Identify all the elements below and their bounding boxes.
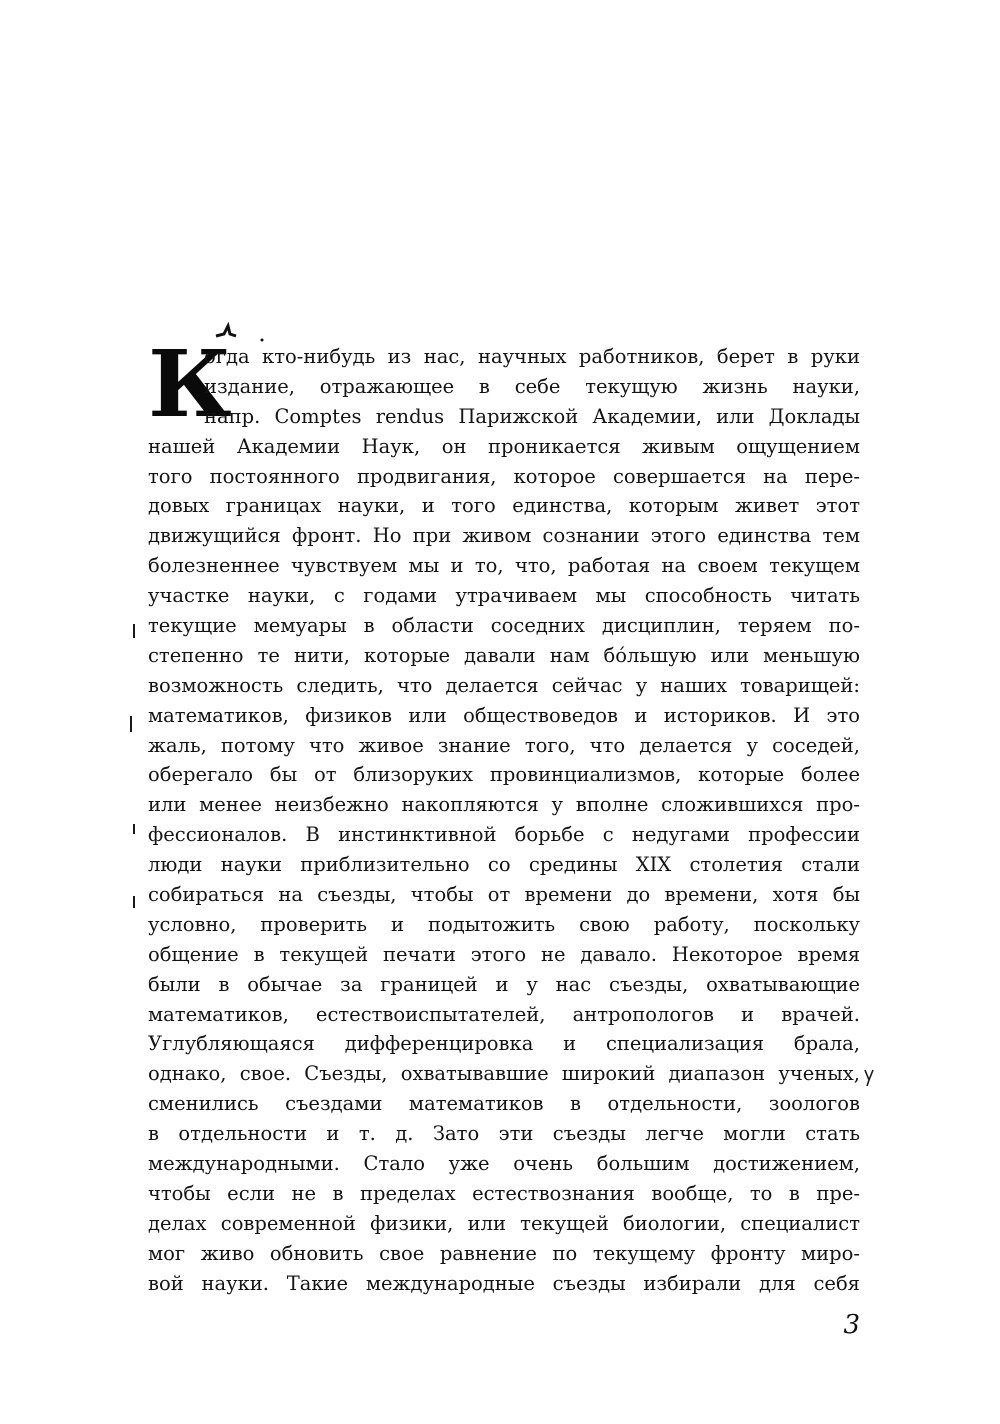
margin-mark (133, 896, 135, 908)
text-line: степенно те нити, которые давали нам бо́льшую или меньшую (148, 643, 860, 667)
text-line: математиков, физиков или обществоведов и историков. И это (148, 703, 860, 727)
text-line: огда кто-нибудь из нас, научных работников, берет в руки (204, 345, 860, 368)
text-line: однако, свое. Съезды, охватывавшие широкий диапазон ученых, (148, 1062, 860, 1086)
text-line: оберегало бы от близоруких провинциализмов, которые более (148, 763, 860, 787)
text-line: или менее неизбежно накопляются у вполне сложившихся про- (148, 793, 860, 817)
text-line: Углубляющаяся дифференцировка и специализация брала, (148, 1032, 860, 1056)
text-line: вой науки. Такие международные съезды избирали для себя (148, 1271, 860, 1295)
text-line: общение в текущей печати этого не давало. Некоторое время (148, 942, 860, 966)
text-line: нашей Академии Наук, он проникается живым ощущением (148, 434, 860, 458)
text-line: фессионалов. В инстинктивной борьбе с недугами профессии (148, 823, 860, 847)
text-line: издание, отражающее в себе текущую жизнь науки, (204, 374, 860, 398)
text-line: напр. Comptes rendus Парижской Академии, или Доклады (204, 404, 860, 428)
text-line: чтобы если не в пределах естествознания вообще, то в пре- (148, 1181, 860, 1205)
text-line: текущие мемуары в области соседних дисциплин, теряем по- (148, 614, 860, 638)
text-line: возможность следить, что делается сейчас у наших товарищей: (148, 673, 860, 697)
text-line: в отдельности и т. д. Зато эти съезды легче могли стать (148, 1122, 860, 1146)
text-line: довых границах науки, и того единства, которым живет этот (148, 494, 860, 518)
text-line: международными. Стало уже очень большим достижением, (148, 1152, 860, 1176)
page-number: 3 (843, 1310, 860, 1340)
text-line: жаль, потому что живое знание того, что делается у соседей, (148, 733, 860, 757)
text-line: делах современной физики, или текущей биологии, специалист (148, 1211, 860, 1235)
text-line: мог живо обновить свое равнение по текущему фронту миро- (148, 1241, 860, 1265)
margin-mark (133, 624, 135, 638)
margin-mark (130, 716, 132, 732)
text-line: собираться на съезды, чтобы от времени до времени, хотя бы (148, 883, 860, 907)
text-line: люди науки приблизительно со средины XIX столетия стали (148, 853, 860, 877)
text-line: участке науки, с годами утрачиваем мы способность читать (148, 584, 860, 608)
margin-mark (133, 824, 135, 834)
text-line: были в обычае за границей и у нас съезды, охватывающие (148, 972, 860, 996)
text-line: математиков, естествоиспытателей, антропологов и врачей. (148, 1002, 860, 1026)
margin-mark-icon (862, 1066, 876, 1088)
body-text (148, 330, 860, 1299)
text-line: болезненнее чувствуем мы и то, что, работая на своем текущем (148, 554, 860, 578)
text-line: условно, проверить и подытожить свою работу, поскольку (148, 912, 860, 936)
text-line: сменились съездами математиков в отдельности, зоологов (148, 1092, 860, 1116)
text-line: движущийся фронт. Но при живом сознании этого единства тем (148, 524, 860, 548)
drop-cap-letter: К (148, 330, 230, 438)
text-line: того постоянного продвигания, которое совершается на пере- (148, 464, 860, 488)
